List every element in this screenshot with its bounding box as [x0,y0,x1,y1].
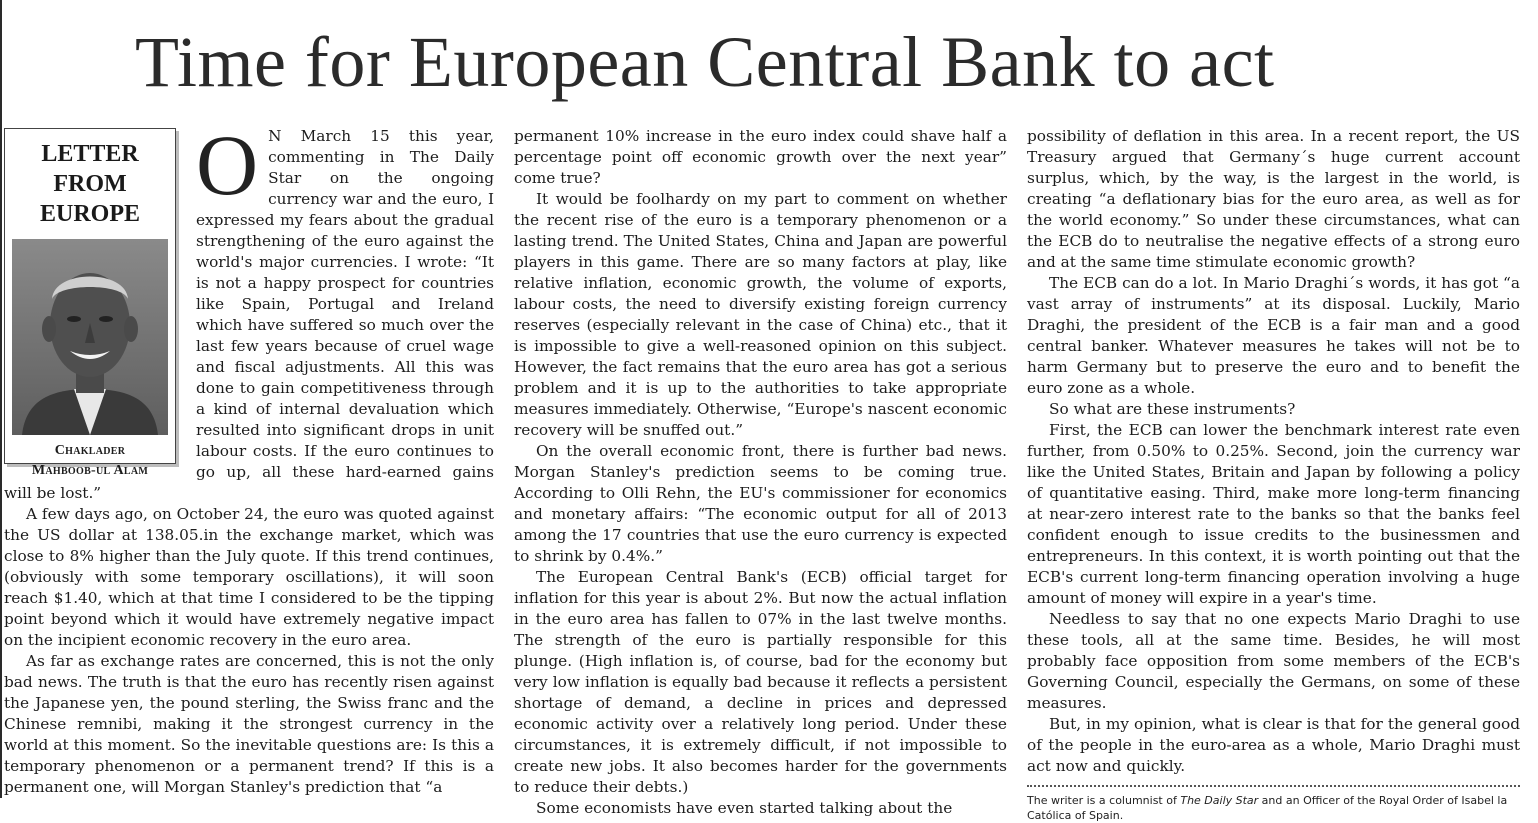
headline: Time for European Central Bank to act [135,22,1275,102]
drop-cap: O [196,117,259,213]
paragraph: N March 15 this year, commenting in The Daily Star on the ongoing currency war and the euro, I expressed my fears about the gradual strengthening of the euro against the world's major currencies. I wrote: “It is not a happy prospect for countries like Spain, Portugal and Ireland which have suffered so much over the last few years because of cruel wage and fiscal adjustments. All this was done to gain competitiveness through a kind of internal devaluation which resulted into significant drops in unit labour costs. If the euro continues to go up, all these hard-earned gains will be lost.” [4,127,494,502]
article-column-1 [4,117,494,798]
paragraph: On the overall economic front, there is further bad news. Morgan Stanley's prediction seems to be coming true. According to Olli Rehn, the EU's commissioner for economics and monetary affairs: “The economic output for all of 2013 among the 17 countries that use the euro currency is expected to shrink by 0.4%.” [514,442,1007,565]
paragraph: As far as exchange rates are concerned, this is not the only bad news. The truth is that the euro has recently risen against the Japanese yen, the pound sterling, the Swiss franc and the Chinese remnibi, making it the strongest currency in the world at this moment. So the inevitable questions are: Is this a temporary phenomenon or a permanent trend? If this is a permanent one, will Morgan Stanley's prediction that “a [4,652,494,796]
footnote-newspaper-name: The Daily Star [1180,794,1259,807]
author-name [5,441,175,481]
page-left-border [0,0,2,798]
paragraph: Needless to say that no one expects Mario Draghi to use these tools, all at the same time. Besides, he will most probably face opposition from some members of the ECB's Governing Council, especially the Germans, on some of these measures. [1027,610,1520,712]
paragraph: First, the ECB can lower the benchmark interest rate even further, from 0.50% to 0.25%. Second, join the currency war like the United States, Britain and Japan by following a policy of quantitative easing. Third, make more long-term financing at near-zero interest rate to the banks so that the banks feel confident enough to issue credits to the businessmen and entrepreneurs. In this context, it is worth pointing out that the ECB's current long-term financing operation involving a huge amount of money will expire in a year's time. [1027,421,1520,607]
paragraph: It would be foolhardy on my part to comment on whether the recent rise of the euro is a temporary phenomenon or a lasting trend. The United States, China and Japan are powerful players in this game. There are so many factors at play, like relative inflation, economic growth, the volume of exports, labour costs, the need to diversify existing foreign currency reserves (especially relevant in the case of China) etc., that it is impossible to give a well-reasoned opinion on this subject. However, the fact remains that the euro area has got a serious problem and it is up to the authorities to take appropriate measures immediately. Otherwise, “Europe's nascent economic recovery will be snuffed out.” [514,190,1007,439]
paragraph: But, in my opinion, what is clear is that for the general good of the people in the euro-area as a whole, Mario Draghi must act now and quickly. [1027,715,1520,775]
paragraph: A few days ago, on October 24, the euro was quoted against the US dollar at 138.05.in the exchange market, which was close to 8% higher than the July quote. If this trend continues, (obviously with some temporary oscillations), it will soon reach $1.40, which at that time I considered to be the tipping point beyond which it would have extremely negative impact on the incipient economic recovery in the euro area. [4,505,494,649]
article-column-2 [514,126,1007,819]
footnote-text: The writer is a columnist of [1027,794,1181,807]
paragraph: permanent 10% increase in the euro index could shave half a percentage point off economic growth over the next year” come true? [514,127,1007,187]
paragraph: So what are these instruments? [1049,400,1296,418]
article-column-3 [1027,126,1520,823]
paragraph: The ECB can do a lot. In Mario Draghi´s words, it has got “a vast array of instruments” at its disposal. Luckily, Mario Draghi, the president of the ECB is a fair man and a good central banker. Whatever measures he takes will not be to harm Germany but to preserve the euro and to benefit the euro zone as a whole. [1027,274,1520,397]
paragraph: Some economists have even started talking about the [536,799,953,817]
author-last-name: Mahboob-ul Alam [31,463,149,478]
column-title: LETTER FROM EUROPE [39,141,140,227]
author-first-name: Chaklader [54,443,126,458]
letter-from-europe-box [4,128,176,478]
paragraph: possibility of deflation in this area. In a recent report, the US Treasury argued that Germany´s huge current account surplus, which, by the way, is the largest in the world, is creating “a deflationary bias for the euro area, as well as for the world economy.” So under these circumstances, what can the ECB do to neutralise the negative effects of a strong euro and at the same time stimulate economic growth? [1027,127,1520,271]
dotted-divider [1027,785,1520,787]
footnote-text-end: and an Officer of the Royal Order of Isabel la Católica of Spain. [1027,794,1508,822]
paragraph: The European Central Bank's (ECB) official target for inflation for this year is about 2%. But now the actual inflation in the euro area has fallen to 07% in the last twelve months. The strength of the euro is partially responsible for this plunge. (High inflation is, of course, bad for the economy but very low inflation is equally bad because it reflects a persistent shortage of demand, a decline in prices and depressed economic activity over a relatively long period. Under these circumstances, it is extremely difficult, if not impossible to create new jobs. It also becomes harder for the governments to reduce their debts.) [514,568,1007,796]
author-photo [12,239,168,435]
